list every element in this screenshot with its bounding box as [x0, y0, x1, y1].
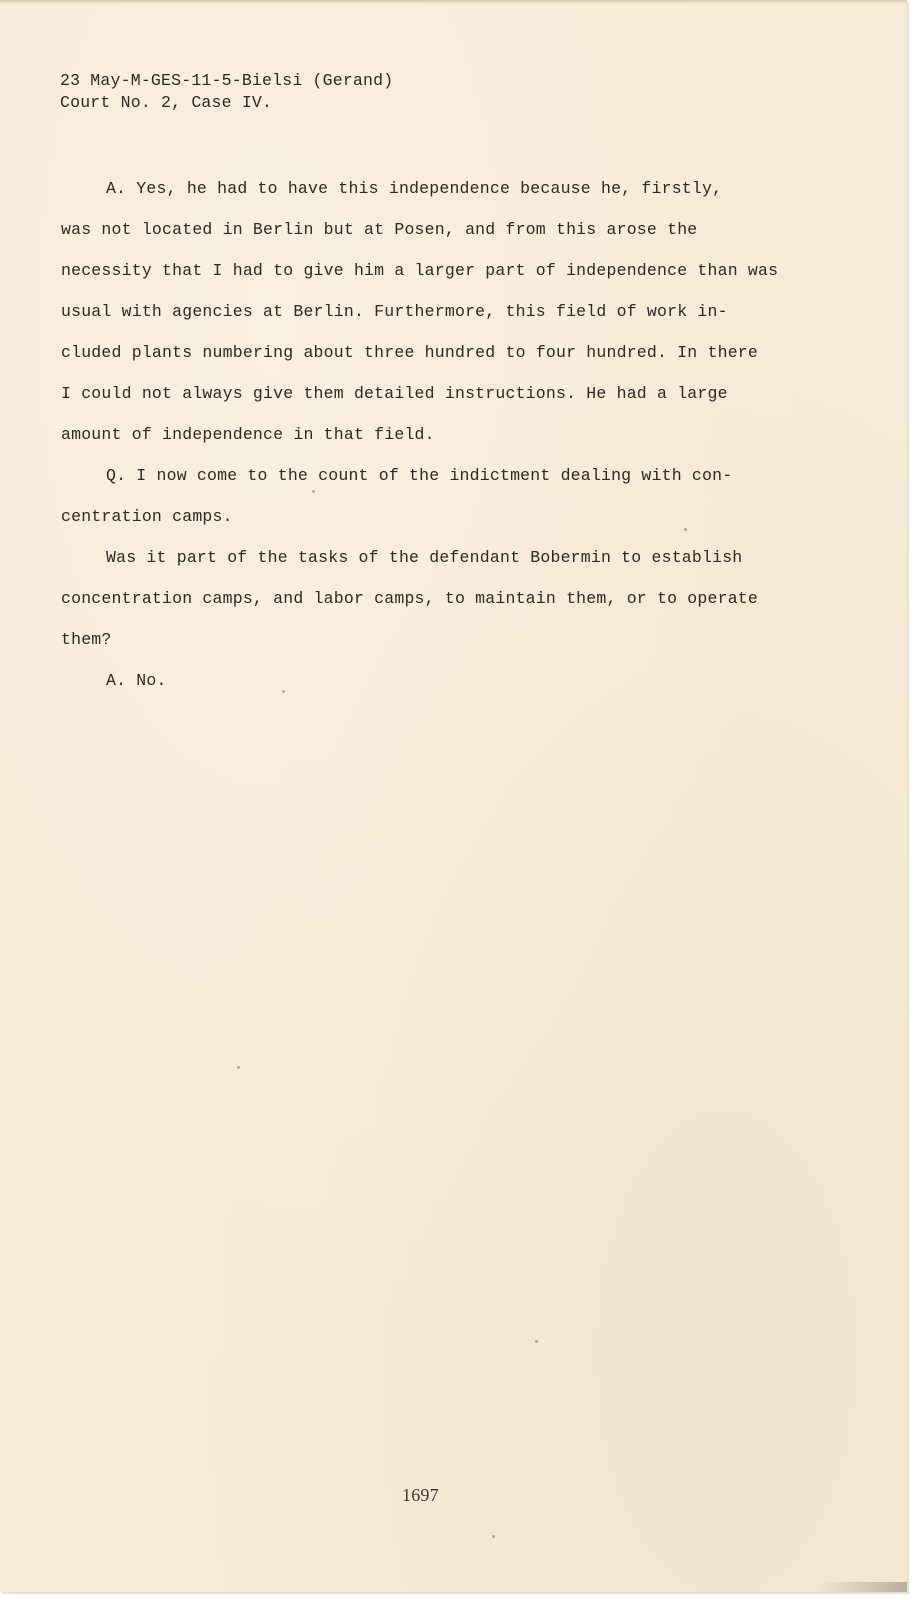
page-top-edge: [0, 0, 907, 4]
paragraph-4-line-1: A. No.: [106, 671, 167, 690]
paragraph-1-line-5: cluded plants numbering about three hundred to four hundred. In there: [61, 343, 759, 362]
paragraph-2-line-1: Q. I now come to the count of the indictment dealing with con-: [106, 466, 733, 485]
transcript-body: [61, 168, 781, 701]
paragraph-3-line-2: concentration camps, and labor camps, to maintain them, or to operate: [61, 589, 759, 608]
paragraph-3-line-3: them?: [61, 630, 112, 649]
header-line-2: Court No. 2, Case IV.: [60, 93, 273, 112]
paper-speck: [282, 690, 285, 693]
page-corner-wear: [817, 1582, 907, 1592]
paragraph-3-line-1: Was it part of the tasks of the defendant Bobermin to establish: [106, 548, 743, 567]
paper-speck: [312, 490, 315, 493]
paragraph-1-line-7: amount of independence in that field.: [61, 425, 435, 444]
paper-speck: [684, 528, 687, 531]
paragraph-1-line-2: was not located in Berlin but at Posen, and from this arose the: [61, 220, 698, 239]
paper-speck: [492, 1535, 495, 1538]
page-number: 1697: [402, 1485, 439, 1505]
header-line-1: 23 May-M-GES-11-5-Bielsi (Gerand): [60, 71, 394, 90]
paper-speck: [237, 1066, 240, 1069]
paper-speck: [535, 1340, 538, 1343]
paragraph-1-line-4: usual with agencies at Berlin. Furthermore, this field of work in-: [61, 302, 728, 321]
paragraph-2-line-2: centration camps.: [61, 507, 233, 526]
paragraph-1-line-6: I could not always give them detailed instructions. He had a large: [61, 384, 728, 403]
paragraph-1-line-1: A. Yes, he had to have this independence because he, firstly,: [106, 179, 723, 198]
paragraph-1-line-3: necessity that I had to give him a larger part of independence than was: [61, 261, 779, 280]
document-header: [60, 70, 393, 114]
